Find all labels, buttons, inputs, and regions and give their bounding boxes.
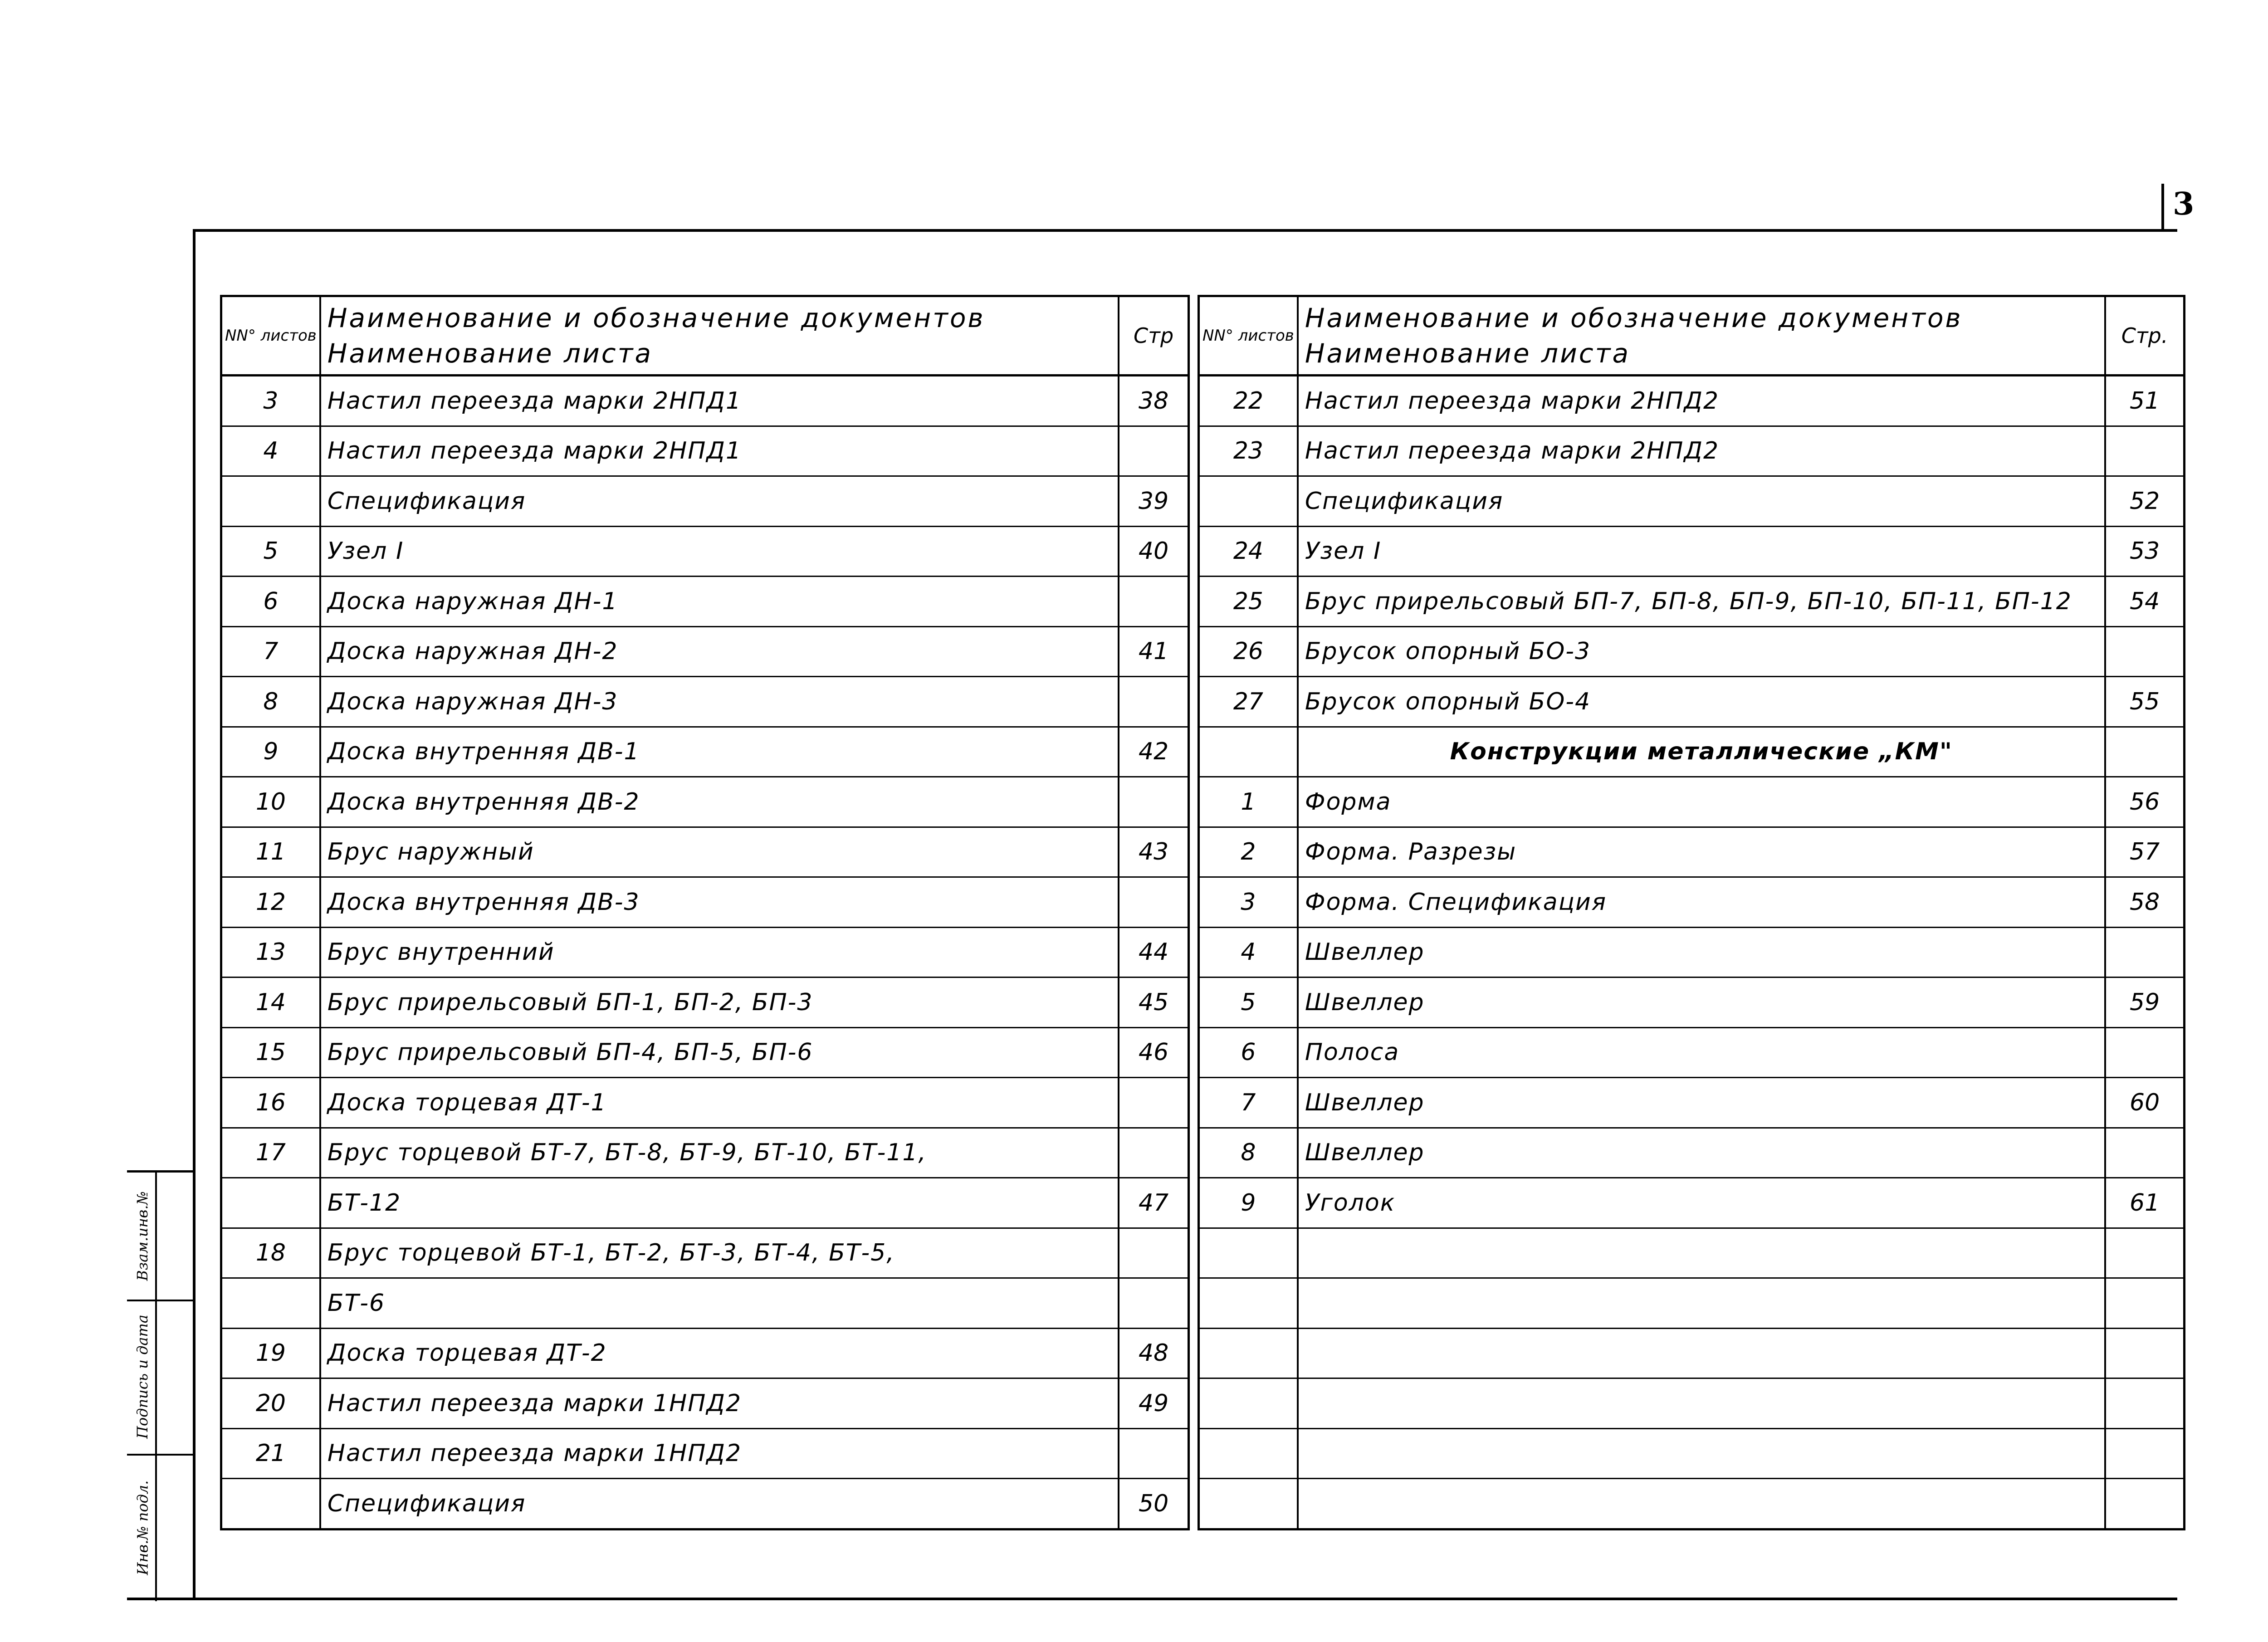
document-name-cell: Спецификация [320, 476, 1119, 527]
table-row [1199, 877, 2185, 928]
table-row [221, 476, 1189, 527]
table-row [221, 1078, 1189, 1128]
page-number-cell [1119, 577, 1189, 627]
sheet-number-cell [221, 1479, 320, 1530]
page-number-cell [1119, 1128, 1189, 1178]
page-number-cell [1119, 677, 1189, 727]
table-row [221, 1278, 1189, 1329]
page-number-cell: 50 [1119, 1479, 1189, 1530]
page-number-cell: 42 [1119, 727, 1189, 777]
sheet-number-cell [1199, 1428, 1298, 1479]
document-name-cell: Настил переезда марки 2НПД2 [1298, 376, 2105, 426]
sheet-number-cell: 4 [221, 426, 320, 476]
sheet-number-cell: 7 [221, 626, 320, 677]
stamp-label-signature-date: Подпись и дата [134, 1315, 151, 1439]
document-name-cell: Доска внутренняя ДВ-1 [320, 727, 1119, 777]
table-row [221, 977, 1189, 1028]
document-name-cell: Доска торцевая ДТ-1 [320, 1078, 1119, 1128]
table-row [221, 376, 1189, 426]
sheet-number-cell [221, 1178, 320, 1228]
document-name-cell: Швеллер [1298, 1078, 2105, 1128]
page-number-cell: 60 [2105, 1078, 2185, 1128]
page-number-cell: 49 [1119, 1378, 1189, 1429]
sheet-number-cell: 24 [1199, 526, 1298, 577]
document-name-cell: Настил переезда марки 2НПД1 [320, 376, 1119, 426]
table-row [221, 1027, 1189, 1078]
table-row [221, 426, 1189, 476]
table-row [221, 827, 1189, 877]
table-row [221, 877, 1189, 928]
page-number-cell [1119, 1078, 1189, 1128]
table-row [1199, 376, 2185, 426]
document-name-cell: БТ-6 [320, 1278, 1119, 1329]
document-name-cell [1298, 1428, 2105, 1479]
sheet-number-cell: 6 [1199, 1027, 1298, 1078]
page-number-cell: 39 [1119, 476, 1189, 527]
sheet-number-cell: 8 [1199, 1128, 1298, 1178]
table-row [221, 1479, 1189, 1530]
table-row [1199, 777, 2185, 827]
stamp-divider [155, 1173, 157, 1601]
document-name-cell: Швеллер [1298, 1128, 2105, 1178]
document-name-cell: Форма [1298, 777, 2105, 827]
table-row [221, 626, 1189, 677]
sheet-number-cell: 13 [221, 927, 320, 977]
contents-table-right [1198, 295, 2185, 1530]
document-name-cell: Полоса [1298, 1027, 2105, 1078]
sheet-number-cell: 4 [1199, 927, 1298, 977]
sheet-number-cell [221, 1278, 320, 1329]
table-row [1199, 677, 2185, 727]
document-name-cell: Швеллер [1298, 927, 2105, 977]
sheet-number-cell: 1 [1199, 777, 1298, 827]
page-number-cell: 51 [2105, 376, 2185, 426]
column-header-sheet-number: NN° листов [221, 296, 320, 376]
page-number-cell [1119, 777, 1189, 827]
document-name-cell [1298, 1378, 2105, 1429]
page-number: 3 [2173, 186, 2195, 222]
document-name-cell: Форма. Разрезы [1298, 827, 2105, 877]
page-number-cell: 40 [1119, 526, 1189, 577]
table-row [1199, 1027, 2185, 1078]
page-number-cell [1119, 1228, 1189, 1278]
document-name-cell: Доска наружная ДН-1 [320, 577, 1119, 627]
document-name-cell: Настил переезда марки 1НПД2 [320, 1378, 1119, 1429]
column-header-sheet-number: NN° листов [1199, 296, 1298, 376]
sheet-number-cell: 26 [1199, 626, 1298, 677]
page-number-cell [2105, 1428, 2185, 1479]
table-row [221, 927, 1189, 977]
sheet-number-cell: 25 [1199, 577, 1298, 627]
page-number-cell [1119, 1278, 1189, 1329]
table-row [1199, 1479, 2185, 1530]
table-row [1199, 1078, 2185, 1128]
table-row [1199, 426, 2185, 476]
page-number-cell: 48 [1119, 1328, 1189, 1378]
page-number-cell: 44 [1119, 927, 1189, 977]
sheet-number-cell: 19 [221, 1328, 320, 1378]
sheet-number-cell: 20 [221, 1378, 320, 1429]
table-row [221, 1178, 1189, 1228]
sheet-number-cell: 2 [1199, 827, 1298, 877]
column-header-line: Наименование и обозначение документов [327, 302, 985, 333]
column-header-page: Стр [1119, 296, 1189, 376]
sheet-number-cell: 12 [221, 877, 320, 928]
sheet-number-cell [1199, 1479, 1298, 1530]
sheet-number-cell [1199, 476, 1298, 527]
document-name-cell: Настил переезда марки 2НПД2 [1298, 426, 2105, 476]
table-row [221, 526, 1189, 577]
column-header-document-name [320, 296, 1119, 376]
sheet-number-cell: 10 [221, 777, 320, 827]
table-row [221, 727, 1189, 777]
document-name-cell: Доска торцевая ДТ-2 [320, 1328, 1119, 1378]
page-number-cell [2105, 1479, 2185, 1530]
side-stamp [127, 1170, 194, 1601]
table-header-row [221, 296, 1189, 376]
document-name-cell: Спецификация [1298, 476, 2105, 527]
column-header-line: Наименование листа [327, 338, 653, 369]
page-number-cell [2105, 1328, 2185, 1378]
table-row [1199, 1378, 2185, 1429]
table-row [1199, 1178, 2185, 1228]
document-name-cell: Брус прирельсовый БП-7, БП-8, БП-9, БП-10, БП-11, БП-12 [1298, 577, 2105, 627]
sheet-number-cell: 5 [1199, 977, 1298, 1028]
sheet-number-cell: 8 [221, 677, 320, 727]
sheet-number-cell: 23 [1199, 426, 1298, 476]
document-name-cell: Настил переезда марки 2НПД1 [320, 426, 1119, 476]
sheet-number-cell [1199, 1328, 1298, 1378]
table-row [1199, 526, 2185, 577]
page-number-cell [2105, 1228, 2185, 1278]
document-name-cell [1298, 1228, 2105, 1278]
sheet-number-cell: 9 [1199, 1178, 1298, 1228]
sheet-number-cell: 5 [221, 526, 320, 577]
document-name-cell: БТ-12 [320, 1178, 1119, 1228]
sheet-number-cell: 21 [221, 1428, 320, 1479]
document-name-cell [1298, 1278, 2105, 1329]
sheet-number-cell [221, 476, 320, 527]
sheet-number-cell: 6 [221, 577, 320, 627]
sheet-number-cell: 22 [1199, 376, 1298, 426]
page-number-cell: 56 [2105, 777, 2185, 827]
table-row [1199, 626, 2185, 677]
document-name-cell: Брус наружный [320, 827, 1119, 877]
table-row [1199, 827, 2185, 877]
stamp-label-inv-podl: Инв.№ подл. [134, 1480, 151, 1575]
frame-top-line [193, 229, 2177, 232]
page-number-cell: 59 [2105, 977, 2185, 1028]
sheet-number-cell: 9 [221, 727, 320, 777]
page-number-cell [2105, 1378, 2185, 1429]
sheet-number-cell: 3 [1199, 877, 1298, 928]
document-name-cell: Брусок опорный БО-4 [1298, 677, 2105, 727]
table-body [1199, 376, 2185, 1530]
document-name-cell [1298, 1479, 2105, 1530]
table-row [221, 1428, 1189, 1479]
document-name-cell: Доска наружная ДН-2 [320, 626, 1119, 677]
document-name-cell: Узел I [1298, 526, 2105, 577]
document-name-cell: Уголок [1298, 1178, 2105, 1228]
table-row [1199, 1428, 2185, 1479]
page-number-cell: 43 [1119, 827, 1189, 877]
column-header-line: Наименование листа [1305, 338, 1630, 369]
table-row [221, 1328, 1189, 1378]
table-row [221, 777, 1189, 827]
document-name-cell: Брус прирельсовый БП-4, БП-5, БП-6 [320, 1027, 1119, 1078]
page-number-cell: 45 [1119, 977, 1189, 1028]
table-row [221, 1228, 1189, 1278]
document-name-cell: Форма. Спецификация [1298, 877, 2105, 928]
page-number-cell [2105, 1278, 2185, 1329]
page-number-cell [1119, 426, 1189, 476]
page-number-cell: 41 [1119, 626, 1189, 677]
page-number-cell [2105, 426, 2185, 476]
page-number-cell: 58 [2105, 877, 2185, 928]
page-number-cell [2105, 927, 2185, 977]
document-name-cell: Узел I [320, 526, 1119, 577]
document-name-cell: Брус торцевой БТ-7, БТ-8, БТ-9, БТ-10, БТ-11, [320, 1128, 1119, 1178]
contents-table-left [220, 295, 1190, 1530]
document-name-cell: Спецификация [320, 1479, 1119, 1530]
sheet-number-cell: 3 [221, 376, 320, 426]
column-header-page: Стр. [2105, 296, 2185, 376]
page-number-cell [2105, 1128, 2185, 1178]
frame-bottom-line [127, 1598, 2177, 1600]
document-name-cell: Брус внутренний [320, 927, 1119, 977]
page-number-cell: 55 [2105, 677, 2185, 727]
sheet-number-cell: 17 [221, 1128, 320, 1178]
table-body [221, 376, 1189, 1530]
sheet-number-cell [1199, 1228, 1298, 1278]
document-name-cell: Доска наружная ДН-3 [320, 677, 1119, 727]
page-number-cell [2105, 626, 2185, 677]
table-row [1199, 727, 2185, 777]
page-number-cell [2105, 727, 2185, 777]
page-number-cell: 52 [2105, 476, 2185, 527]
page-number-cell: 47 [1119, 1178, 1189, 1228]
sheet-number-cell: 27 [1199, 677, 1298, 727]
document-name-cell: Брус прирельсовый БП-1, БП-2, БП-3 [320, 977, 1119, 1028]
table-row [221, 1128, 1189, 1178]
document-name-cell: Доска внутренняя ДВ-2 [320, 777, 1119, 827]
page-number-cell: 38 [1119, 376, 1189, 426]
document-name-cell: Настил переезда марки 1НПД2 [320, 1428, 1119, 1479]
table-row [221, 1378, 1189, 1429]
table-row [1199, 1278, 2185, 1329]
sheet-number-cell: 18 [221, 1228, 320, 1278]
sheet-number-cell [1199, 1278, 1298, 1329]
sheet-number-cell [1199, 727, 1298, 777]
sheet-number-cell: 16 [221, 1078, 320, 1128]
document-name-cell: Швеллер [1298, 977, 2105, 1028]
page-number-cell [1119, 1428, 1189, 1479]
table-row [1199, 1328, 2185, 1378]
document-name-cell: Брусок опорный БО-3 [1298, 626, 2105, 677]
page-number-cell: 57 [2105, 827, 2185, 877]
sheet-number-cell: 14 [221, 977, 320, 1028]
document-name-cell: Брус торцевой БТ-1, БТ-2, БТ-3, БТ-4, БТ-5, [320, 1228, 1119, 1278]
page-number-cell: 54 [2105, 577, 2185, 627]
sheet-number-cell: 15 [221, 1027, 320, 1078]
column-header-document-name [1298, 296, 2105, 376]
page-number-cell [2105, 1027, 2185, 1078]
table-row [221, 677, 1189, 727]
table-row [221, 577, 1189, 627]
page-number-rule [2161, 184, 2164, 229]
sheet-number-cell [1199, 1378, 1298, 1429]
table-row [1199, 927, 2185, 977]
page-number-cell [1119, 877, 1189, 928]
page-number-cell: 53 [2105, 526, 2185, 577]
document-name-cell [1298, 1328, 2105, 1378]
page-number-cell: 61 [2105, 1178, 2185, 1228]
document-name-cell: Доска внутренняя ДВ-3 [320, 877, 1119, 928]
section-heading-cell: Конструкции металлические „КМ" [1298, 727, 2105, 777]
sheet-number-cell: 11 [221, 827, 320, 877]
table-header-row [1199, 296, 2185, 376]
stamp-label-vzam-inv: Взам.инв.№ [134, 1191, 152, 1281]
table-row [1199, 1228, 2185, 1278]
column-header-line: Наименование и обозначение документов [1305, 302, 1963, 333]
sheet-number-cell: 7 [1199, 1078, 1298, 1128]
table-row [1199, 977, 2185, 1028]
table-row [1199, 1128, 2185, 1178]
page-number-cell: 46 [1119, 1027, 1189, 1078]
table-row [1199, 577, 2185, 627]
table-row [1199, 476, 2185, 527]
